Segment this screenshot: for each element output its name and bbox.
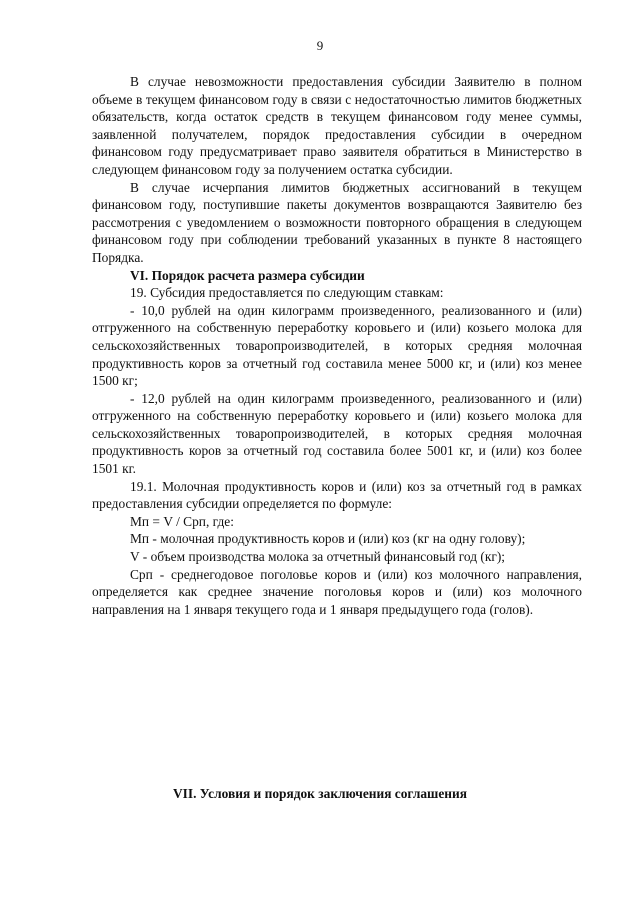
definition-srp: Срп - среднегодовое поголовье коров и (или) коз молочного направления, определяется как среднее значение поголовья коров и (или) коз молочного направления на 1 января текущего года и 1 января предыдущего года (голов). [92,566,582,617]
rate-item-2: - 12,0 рублей на один килограмм произведенного, реализованного и (или) отгруженного на собственную переработку коровьего и (или) козьего молока для сельскохозяйственных товаропроизводителей, в которых средняя молочная продуктивность коров за отчетный год составила более 5001 кг, и (или) коз более 1501 кг. [92,390,582,477]
definition-mp: Мп - молочная продуктивность коров и (или) коз (кг на одну голову); [130,531,526,547]
document-body [92,73,582,618]
section-7-heading: VII. Условия и порядок заключения соглашения [173,786,467,801]
rate-item-1: - 10,0 рублей на один килограмм произведенного, реализованного и (или) отгруженного на собственную переработку коровьего и (или) козьего молока для сельскохозяйственных товаропроизводителей, в которых средняя молочная продуктивность коров за отчетный год составила менее 5000 кг, и (или) коз менее 1500 кг; [92,302,582,389]
productivity-formula: Мп = V / Срп, где: [130,513,234,529]
definition-v: V - объем производства молока за отчетный финансовый год (кг); [130,549,506,565]
section-6-heading: VI. Порядок расчета размера субсидии [130,267,365,283]
paragraph-19-1: 19.1. Молочная продуктивность коров и (или) коз за отчетный год в рамках предоставления субсидии определяется по формуле: [92,478,582,512]
paragraph-remaining-subsidy: В случае невозможности предоставления субсидии Заявителю в полном объеме в текущем финансовом году в связи с недостаточностью лимитов бюджетных обязательств, когда остаток средств в текущем финансовом году менее суммы, заявленной получателем, порядок предоставления субсидии в очередном финансовом году предусматривает право заявителя обратиться в Министерство в следующем финансовом году за получением остатка субсидии. [92,74,582,177]
paragraph-limits-exhausted: В случае исчерпания лимитов бюджетных ассигнований в текущем финансовом году, поступившие пакеты документов возвращаются Заявителю без рассмотрения с уведомлением о возможности повторного обращения в следующем финансовом году при соблюдении требований указанных в пункте 8 настоящего Порядка. [92,179,582,265]
paragraph-19: 19. Субсидия предоставляется по следующим ставкам: [130,285,444,301]
page-number: 9 [316,38,324,53]
